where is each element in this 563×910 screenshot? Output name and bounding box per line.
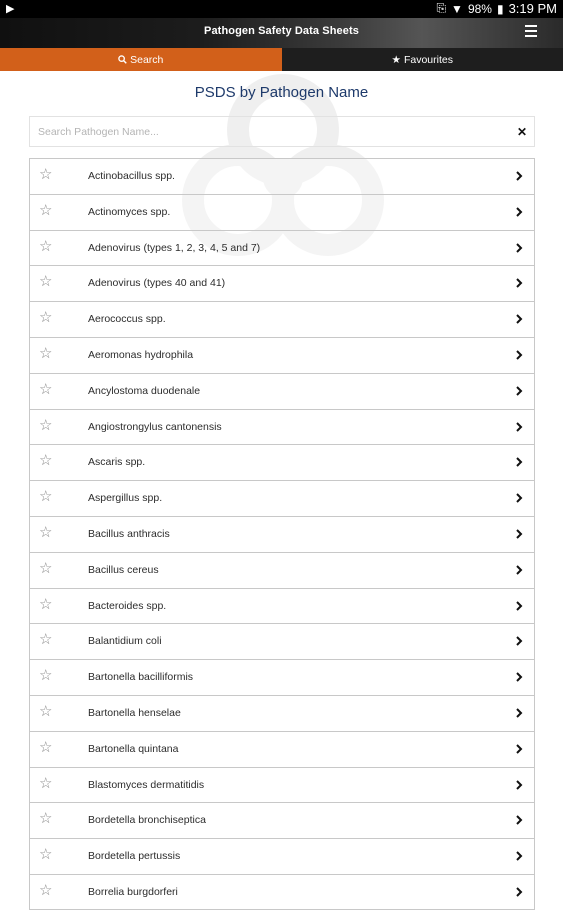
- list-item[interactable]: [29, 265, 535, 301]
- pathogen-name: Ancylostoma duodenale: [88, 385, 200, 397]
- chevron-right-icon: [514, 813, 524, 827]
- list-item[interactable]: [29, 838, 535, 874]
- star-filled-icon: ★: [392, 54, 401, 66]
- list-item[interactable]: [29, 623, 535, 659]
- list-item[interactable]: [29, 695, 535, 731]
- chevron-right-icon: [514, 455, 524, 469]
- vibrate-icon: ⎘: [436, 1, 446, 16]
- pathogen-name: Borrelia burgdorferi: [88, 886, 178, 898]
- favourite-star-icon[interactable]: ☆: [39, 883, 52, 899]
- favourite-star-icon[interactable]: ☆: [39, 740, 52, 756]
- chevron-right-icon: [514, 205, 524, 219]
- tab-favourites[interactable]: [282, 48, 563, 71]
- wifi-icon: ▼: [451, 2, 463, 16]
- list-item[interactable]: [29, 373, 535, 409]
- clear-search-icon[interactable]: ✕: [517, 125, 527, 139]
- tab-favourites-label: Favourites: [404, 54, 453, 66]
- pathogen-name: Angiostrongylus cantonensis: [88, 421, 222, 433]
- list-item[interactable]: [29, 444, 535, 480]
- chevron-right-icon: [514, 169, 524, 183]
- chevron-right-icon: [514, 348, 524, 362]
- clock: 3:19 PM: [509, 1, 557, 16]
- pathogen-name: Bartonella henselae: [88, 707, 181, 719]
- chevron-right-icon: [514, 778, 524, 792]
- pathogen-name: Ascaris spp.: [88, 456, 145, 468]
- search-input[interactable]: [30, 117, 500, 146]
- list-item[interactable]: [29, 230, 535, 266]
- pathogen-name: Bordetella pertussis: [88, 850, 180, 862]
- list-item[interactable]: [29, 480, 535, 516]
- favourite-star-icon[interactable]: ☆: [39, 346, 52, 362]
- list-item[interactable]: [29, 194, 535, 230]
- pathogen-name: Bacillus cereus: [88, 564, 159, 576]
- pathogen-name: Bartonella bacilliformis: [88, 671, 193, 683]
- favourite-star-icon[interactable]: ☆: [39, 489, 52, 505]
- pathogen-name: Aerococcus spp.: [88, 313, 166, 325]
- favourite-star-icon[interactable]: ☆: [39, 632, 52, 648]
- play-store-icon: ▶: [6, 2, 14, 15]
- favourite-star-icon[interactable]: ☆: [39, 668, 52, 684]
- list-item[interactable]: [29, 802, 535, 838]
- favourite-star-icon[interactable]: ☆: [39, 418, 52, 434]
- status-icons: [436, 1, 557, 16]
- favourite-star-icon[interactable]: ☆: [39, 525, 52, 541]
- pathogen-name: Bartonella quintana: [88, 743, 179, 755]
- chevron-right-icon: [514, 885, 524, 899]
- chevron-right-icon: [514, 384, 524, 398]
- favourite-star-icon[interactable]: ☆: [39, 847, 52, 863]
- pathogen-name: Aeromonas hydrophila: [88, 349, 193, 361]
- list-item[interactable]: [29, 301, 535, 337]
- chevron-right-icon: [514, 563, 524, 577]
- list-item[interactable]: [29, 659, 535, 695]
- chevron-right-icon: [514, 312, 524, 326]
- favourite-star-icon[interactable]: ☆: [39, 310, 52, 326]
- search-box: [29, 116, 535, 147]
- favourite-star-icon[interactable]: ☆: [39, 167, 52, 183]
- favourite-star-icon[interactable]: ☆: [39, 382, 52, 398]
- pathogen-name: Bacillus anthracis: [88, 528, 170, 540]
- list-item[interactable]: [29, 767, 535, 803]
- list-item[interactable]: [29, 158, 535, 194]
- chevron-right-icon: [514, 491, 524, 505]
- app-bar: [0, 18, 563, 48]
- list-item[interactable]: [29, 516, 535, 552]
- chevron-right-icon: [514, 706, 524, 720]
- chevron-right-icon: [514, 849, 524, 863]
- list-item[interactable]: [29, 552, 535, 588]
- chevron-right-icon: [514, 241, 524, 255]
- pathogen-name: Blastomyces dermatitidis: [88, 779, 204, 791]
- battery-percent: 98%: [468, 2, 492, 16]
- app-title: Pathogen Safety Data Sheets: [0, 25, 563, 37]
- tab-search-label: Search: [130, 54, 163, 66]
- list-item[interactable]: [29, 337, 535, 373]
- favourite-star-icon[interactable]: ☆: [39, 203, 52, 219]
- pathogen-name: Actinomyces spp.: [88, 206, 170, 218]
- pathogen-name: Bordetella bronchiseptica: [88, 814, 206, 826]
- pathogen-name: Actinobacillus spp.: [88, 170, 175, 182]
- favourite-star-icon[interactable]: ☆: [39, 597, 52, 613]
- pathogen-list: [29, 158, 535, 910]
- list-item[interactable]: [29, 588, 535, 624]
- pathogen-name: Adenovirus (types 1, 2, 3, 4, 5 and 7): [88, 242, 260, 254]
- favourite-star-icon[interactable]: ☆: [39, 453, 52, 469]
- tab-bar: [0, 48, 563, 71]
- list-item[interactable]: [29, 874, 535, 910]
- favourite-star-icon[interactable]: ☆: [39, 704, 52, 720]
- hamburger-menu-icon[interactable]: [525, 25, 537, 37]
- page-title: PSDS by Pathogen Name: [0, 84, 563, 101]
- chevron-right-icon: [514, 420, 524, 434]
- favourite-star-icon[interactable]: ☆: [39, 274, 52, 290]
- chevron-right-icon: [514, 634, 524, 648]
- favourite-star-icon[interactable]: ☆: [39, 239, 52, 255]
- search-icon: [118, 55, 127, 64]
- tab-search[interactable]: [0, 48, 282, 71]
- favourite-star-icon[interactable]: ☆: [39, 561, 52, 577]
- chevron-right-icon: [514, 742, 524, 756]
- status-bar: [0, 0, 563, 18]
- pathogen-name: Balantidium coli: [88, 635, 162, 647]
- pathogen-name: Aspergillus spp.: [88, 492, 162, 504]
- pathogen-name: Adenovirus (types 40 and 41): [88, 277, 225, 289]
- favourite-star-icon[interactable]: ☆: [39, 776, 52, 792]
- list-item[interactable]: [29, 731, 535, 767]
- favourite-star-icon[interactable]: ☆: [39, 811, 52, 827]
- chevron-right-icon: [514, 599, 524, 613]
- pathogen-name: Bacteroides spp.: [88, 600, 166, 612]
- list-item[interactable]: [29, 409, 535, 445]
- chevron-right-icon: [514, 670, 524, 684]
- chevron-right-icon: [514, 276, 524, 290]
- chevron-right-icon: [514, 527, 524, 541]
- battery-icon: ▮: [497, 2, 504, 16]
